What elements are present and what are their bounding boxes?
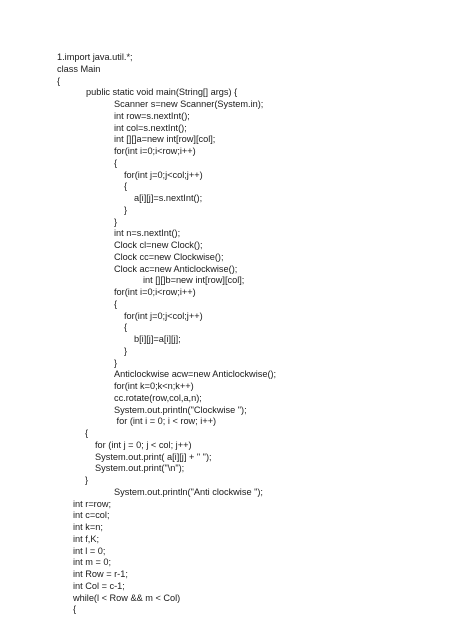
code-line: for(int j=0;j<col;j++) xyxy=(124,311,203,321)
code-line: public static void main(String[] args) { xyxy=(86,87,238,97)
code-line: } xyxy=(85,475,89,485)
code-line: for(int i=0;i<row;i++) xyxy=(114,146,196,156)
code-line: } xyxy=(124,205,128,215)
code-line: System.out.print("\n"); xyxy=(95,463,185,473)
code-line: } xyxy=(114,358,118,368)
code-line: int row=s.nextInt(); xyxy=(114,111,190,121)
code-line: for(int k=0;k<n;k++) xyxy=(114,381,194,391)
code-line: { xyxy=(124,181,128,191)
code-line: Clock cc=new Clockwise(); xyxy=(114,252,224,262)
code-line: int r=row; xyxy=(73,499,112,509)
code-line: int [][]a=new int[row][col]; xyxy=(114,134,216,144)
code-line: int n=s.nextInt(); xyxy=(114,228,181,238)
code-line: { xyxy=(124,322,128,332)
code-line: int c=col; xyxy=(73,510,110,520)
code-line: { xyxy=(114,158,118,168)
code-line: while(l < Row && m < Col) xyxy=(73,593,181,603)
code-line: int [][]b=new int[row][col]; xyxy=(143,275,245,285)
code-line: for (int i = 0; i < row; i++) xyxy=(114,416,217,426)
code-line: 1.import java.util.*; xyxy=(57,52,133,62)
code-line: int k=n; xyxy=(73,522,103,532)
code-line: int Col = c-1; xyxy=(73,581,125,591)
code-line: System.out.println("Clockwise "); xyxy=(114,405,247,415)
code-line: Clock cl=new Clock(); xyxy=(114,240,203,250)
code-line: Anticlockwise acw=new Anticlockwise(); xyxy=(114,369,277,379)
code-line: { xyxy=(114,299,118,309)
code-line: int m = 0; xyxy=(73,557,112,567)
code-line: Clock ac=new Anticlockwise(); xyxy=(114,264,238,274)
code-line: int Row = r-1; xyxy=(73,569,128,579)
code-line: class Main xyxy=(57,64,101,74)
code-line: System.out.print( a[i][j] + " "); xyxy=(95,452,212,462)
code-line: { xyxy=(73,604,77,614)
code-line: a[i][j]=s.nextInt(); xyxy=(134,193,203,203)
code-line: b[i][j]=a[i][j]; xyxy=(134,334,181,344)
code-line: Scanner s=new Scanner(System.in); xyxy=(114,99,264,109)
code-line: for(int i=0;i<row;i++) xyxy=(114,287,196,297)
code-line: System.out.println("Anti clockwise "); xyxy=(114,487,263,497)
code-line: { xyxy=(57,76,61,86)
code-line: } xyxy=(124,346,128,356)
code-line: cc.rotate(row,col,a,n); xyxy=(114,393,202,403)
code-line: int col=s.nextInt(); xyxy=(114,123,187,133)
code-line: int f,K; xyxy=(73,534,100,544)
code-line: for (int j = 0; j < col; j++) xyxy=(95,440,192,450)
code-line: } xyxy=(114,217,118,227)
code-line: { xyxy=(85,428,89,438)
code-line: int l = 0; xyxy=(73,546,106,556)
code-line: for(int j=0;j<col;j++) xyxy=(124,170,203,180)
